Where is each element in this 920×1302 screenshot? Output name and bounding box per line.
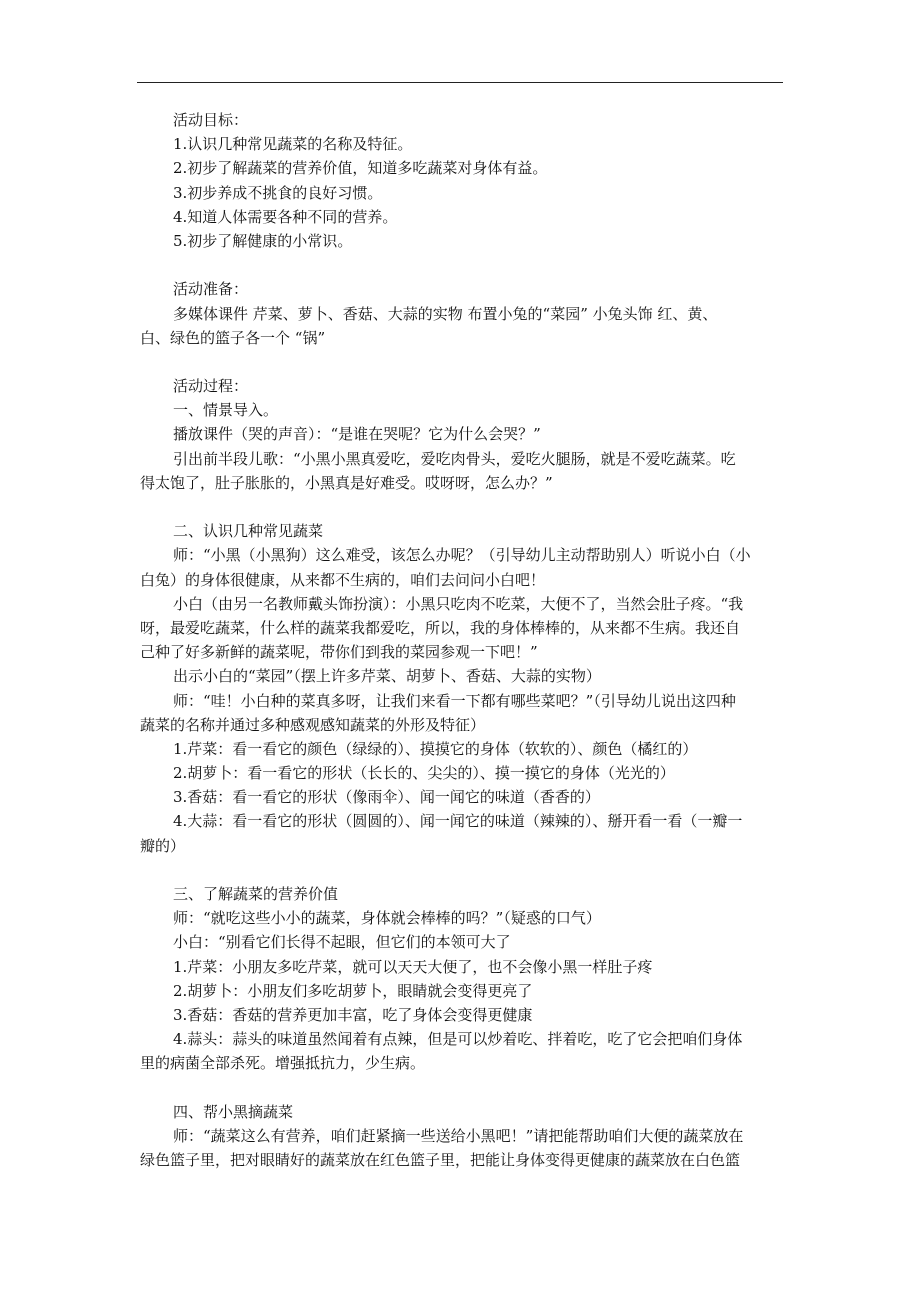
lesson-plan-body: [140, 108, 784, 1172]
text-line: 3.初步养成不挑食的良好习惯。: [173, 183, 383, 202]
text-line: 1.认识几种常见蔬菜的名称及特征。: [173, 135, 413, 154]
text-line: 里的病菌全部杀死。增强抵抗力，少生病。: [140, 1054, 426, 1073]
text-line: 出示小白的“菜园”（摆上许多芹菜、胡萝卜、香菇、大蒜的实物）: [173, 667, 601, 686]
text-line: 2.初步了解蔬菜的营养价值，知道多吃蔬菜对身体有益。: [173, 159, 548, 178]
blank-line: [140, 858, 784, 882]
text-line: 5.初步了解健康的小常识。: [173, 231, 353, 250]
text-line: 3.香菇：香菇的营养更加丰富，吃了身体会变得更健康: [173, 1005, 533, 1024]
text-line: 师：“哇！小白种的菜真多呀，让我们来看一下都有哪些菜吧？”（引导幼儿说出这四种: [173, 691, 736, 710]
text-line: 活动目标：: [173, 111, 249, 129]
text-line: 1.芹菜：看一看它的颜色（绿绿的）、摸摸它的身体（软软的）、颜色（橘红的）: [173, 739, 698, 758]
text-line: 小白（由另一名教师戴头饰扮演）：小黑只吃肉不吃菜，大便不了，当然会肚子疼。“我: [173, 594, 744, 613]
blank-line: [140, 350, 784, 374]
text-line: 师：“小黑（小黑狗）这么难受，该怎么办呢？（引导幼儿主动帮助别人）听说小白（小: [173, 546, 751, 565]
text-line: 二、认识几种常见蔬菜: [173, 522, 324, 541]
text-line: 三、了解蔬菜的营养价值: [173, 885, 339, 903]
blank-line: [140, 495, 784, 519]
text-line: 2.胡萝卜：看一看它的形状（长长的、尖尖的）、摸一摸它的身体（光光的）: [173, 764, 675, 783]
header-rule: [137, 82, 783, 83]
text-line: 3.香菇：看一看它的形状（像雨伞）、闻一闻它的味道（香香的）: [173, 788, 600, 807]
text-line: 4.知道人体需要各种不同的营养。: [173, 207, 398, 226]
text-line: 4.大蒜：看一看它的形状（圆圆的）、闻一闻它的味道（辣辣的）、掰开看一看（一瓣一: [173, 812, 743, 831]
blank-line: [140, 1076, 784, 1100]
text-line: 己种了好多新鲜的蔬菜呢，带你们到我的菜园参观一下吧！”: [140, 643, 538, 662]
text-line: 播放课件（哭的声音）：“是谁在哭呢？它为什么会哭？”: [173, 425, 541, 444]
text-line: 得太饱了，肚子胀胀的，小黑真是好难受。哎呀呀，怎么办？”: [140, 473, 553, 492]
text-line: 师：“就吃这些小小的蔬菜，身体就会棒棒的吗？”（疑惑的口气）: [173, 909, 601, 928]
text-line: 白、绿色的篮子各一个 “锅”: [140, 328, 326, 347]
text-line: 一、情景导入。: [173, 401, 279, 420]
text-line: 多媒体课件 芹菜、萝卜、香菇、大蒜的实物 布置小兔的“菜园” 小兔头饰 红、黄、: [173, 304, 718, 323]
blank-line: [140, 253, 784, 277]
text-line: 活动准备：: [173, 280, 249, 299]
text-line: 四、帮小黑摘蔬菜: [173, 1102, 294, 1121]
text-line: 引出前半段儿歌：“小黑小黑真爱吃，爱吃肉骨头，爱吃火腿肠，就是不爱吃蔬菜。吃: [173, 449, 736, 468]
text-line: 师：“蔬菜这么有营养，咱们赶紧摘一些送给小黑吧！”请把能帮助咱们大便的蔬菜放在: [173, 1126, 744, 1145]
text-line: 绿色篮子里，把对眼睛好的蔬菜放在红色篮子里，把能让身体变得更健康的蔬菜放在白色篮: [140, 1151, 741, 1170]
text-line: 小白：“别看它们长得不起眼，但它们的本领可大了: [173, 933, 511, 952]
text-line: 蔬菜的名称并通过多种感观感知蔬菜的外形及特征）: [140, 715, 486, 734]
text-line: 2.胡萝卜：小朋友们多吃胡萝卜，眼睛就会变得更亮了: [173, 981, 533, 1000]
text-line: 活动过程：: [173, 377, 249, 396]
text-line: 1.芹菜：小朋友多吃芹菜，就可以天天大便了，也不会像小黑一样肚子疼: [173, 957, 653, 976]
text-line: 呀，最爱吃蔬菜，什么样的蔬菜我都爱吃，所以，我的身体棒棒的，从来都不生病。我还自: [140, 618, 741, 637]
text-line: 4.蒜头：蒜头的味道虽然闻着有点辣，但是可以炒着吃、拌着吃，吃了它会把咱们身体: [173, 1030, 743, 1049]
text-line: 瓣的）: [140, 836, 186, 855]
text-line: 白兔）的身体很健康，从来都不生病的，咱们去问问小白吧！: [140, 570, 546, 589]
